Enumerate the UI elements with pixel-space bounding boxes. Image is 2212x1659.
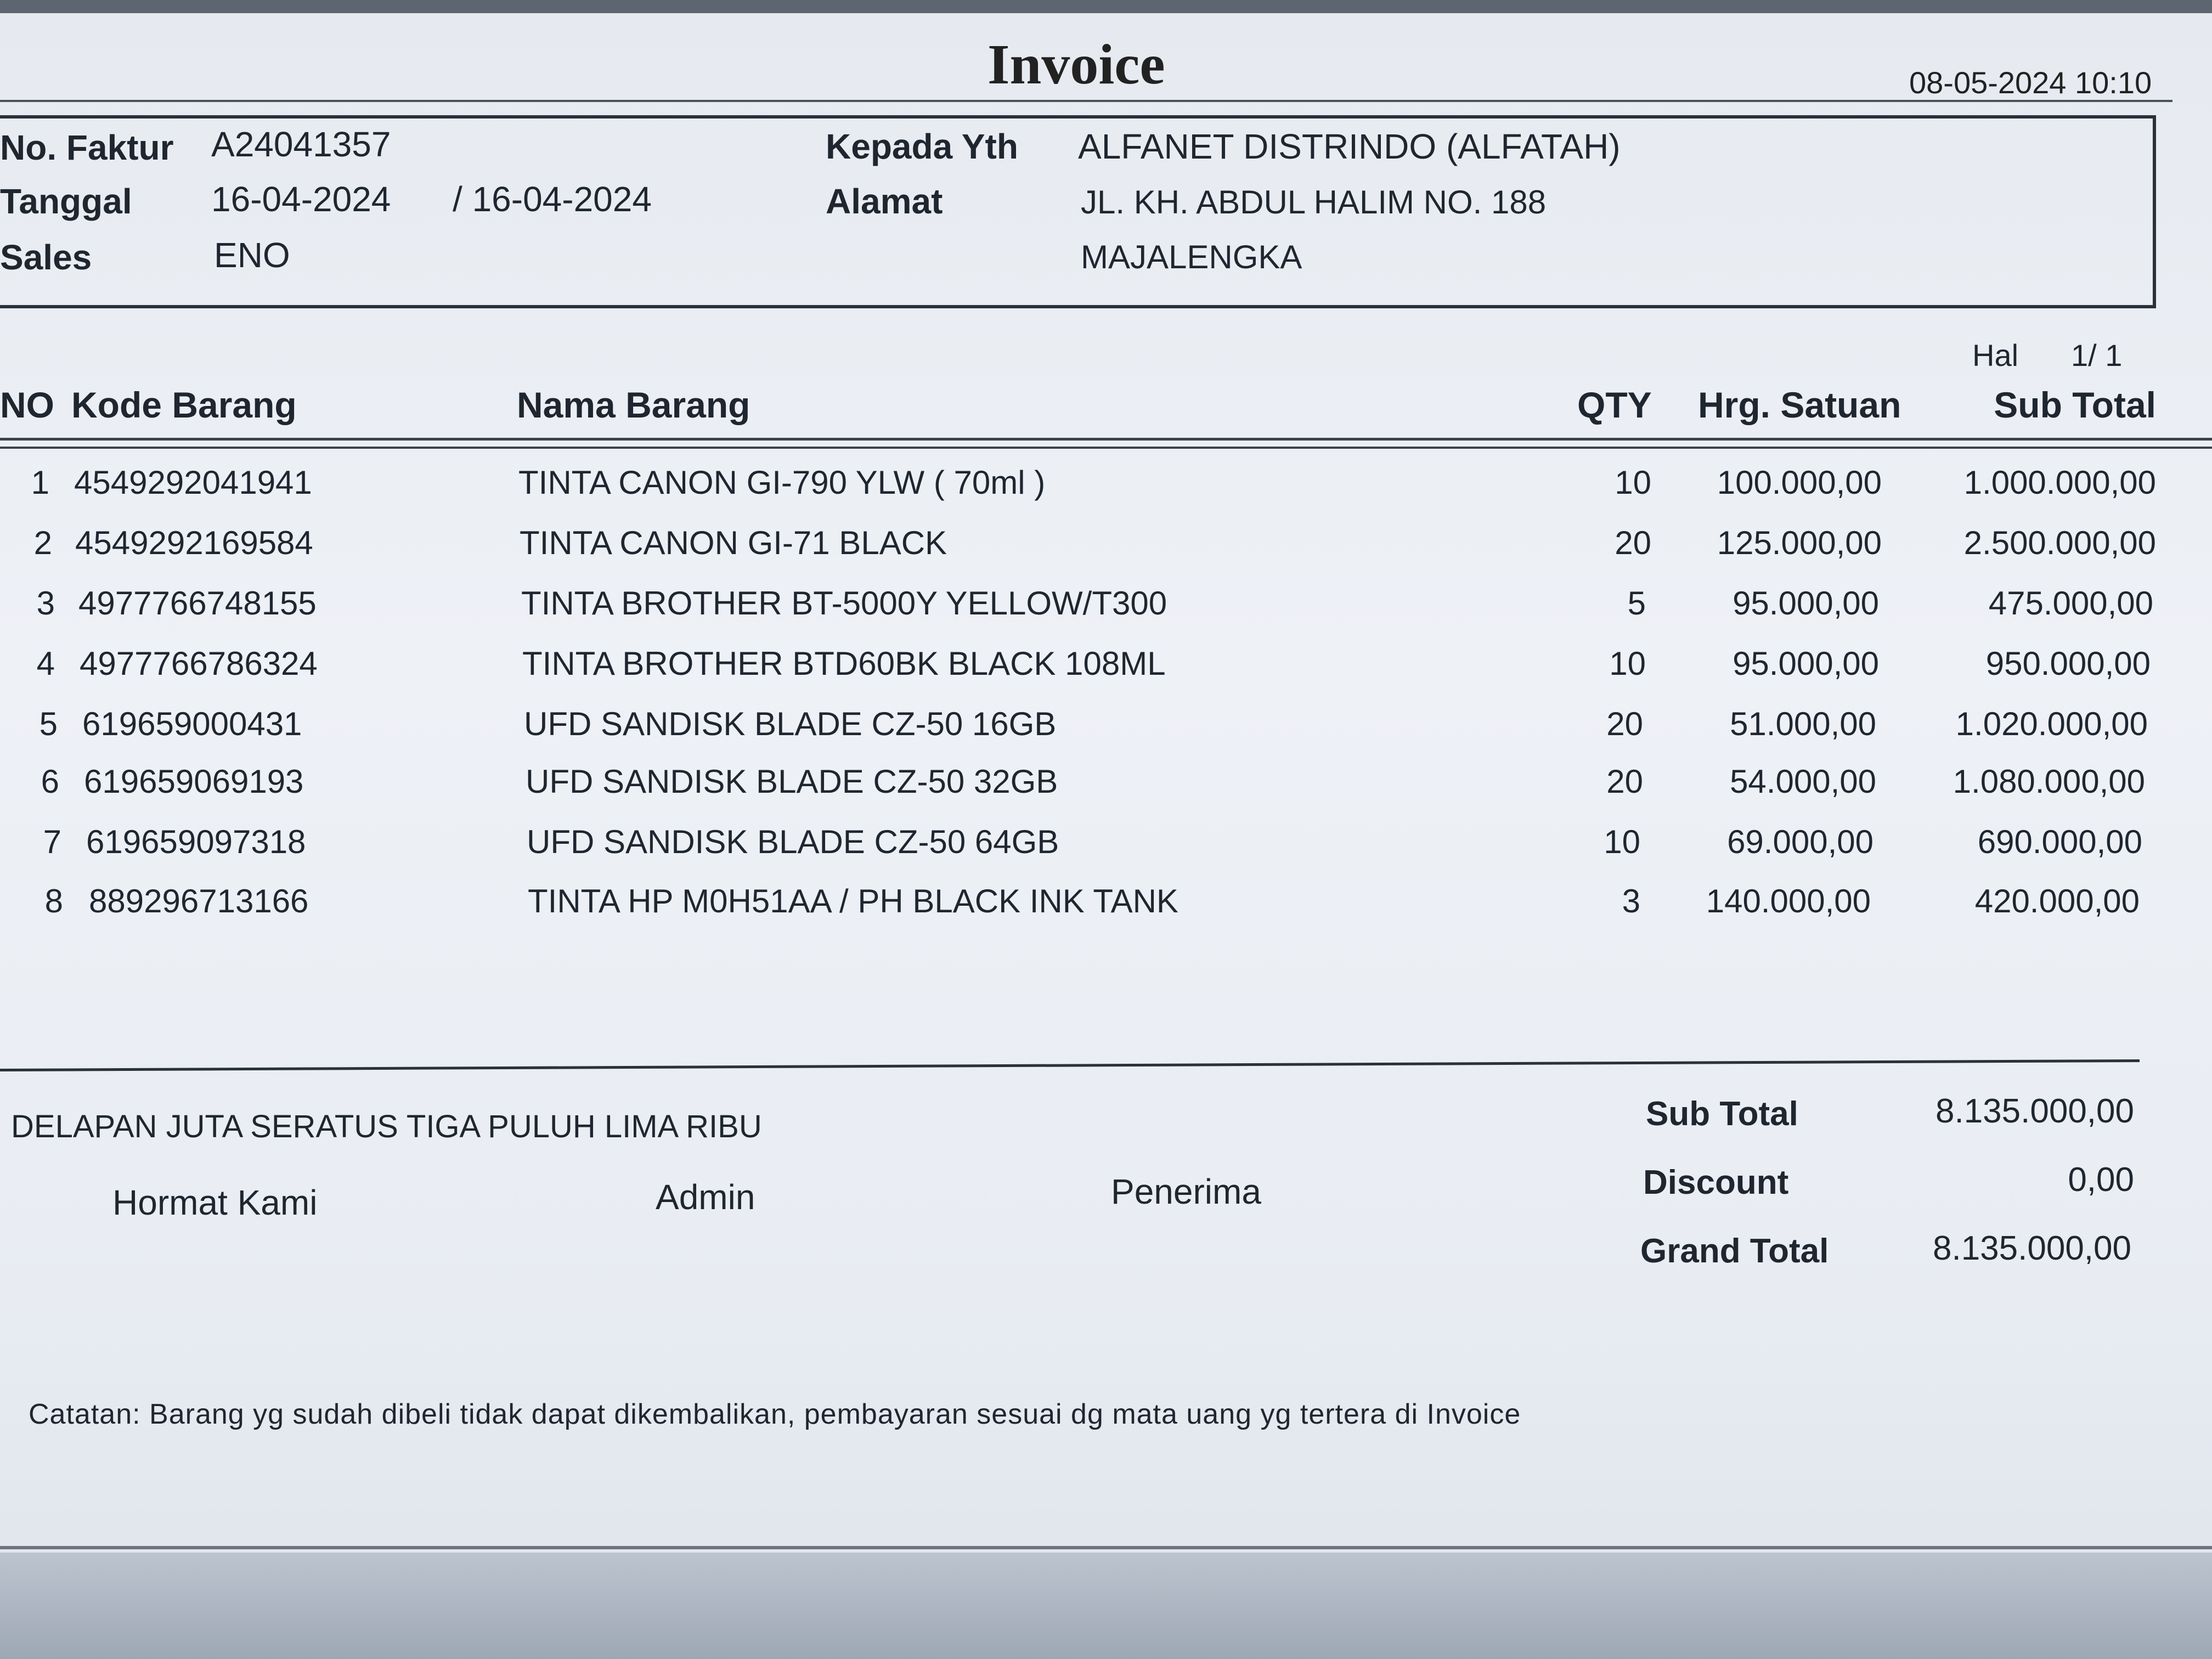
row-no: 4 (36, 645, 55, 682)
row-qty: 10 (1615, 464, 1651, 501)
row-subtotal: 2.500.000,00 (1963, 524, 2156, 561)
row-harga: 54.000,00 (1730, 763, 1876, 800)
row-no: 6 (41, 763, 59, 800)
row-kode: 619659097318 (86, 823, 306, 860)
grand-total-value: 8.135.000,00 (1932, 1229, 2131, 1267)
row-no: 1 (31, 464, 49, 501)
row-no: 3 (36, 585, 55, 622)
no-faktur-label: No. Faktur (0, 128, 174, 167)
screen-bottom-bezel (0, 1553, 2212, 1659)
row-kode: 889296713166 (89, 883, 309, 919)
subtotal-value: 8.135.000,00 (1935, 1092, 2134, 1130)
row-nama: TINTA CANON GI-71 BLACK (520, 524, 947, 561)
top-bezel (0, 0, 2212, 13)
row-harga: 125.000,00 (1717, 524, 1882, 561)
amount-in-words: DELAPAN JUTA SERATUS TIGA PULUH LIMA RIBU (11, 1109, 762, 1144)
print-datetime: 08-05-2024 10:10 (1909, 65, 2152, 100)
page-number: 1/ 1 (2071, 338, 2123, 373)
row-kode: 4549292041941 (74, 464, 312, 501)
grand-total-label: Grand Total (1640, 1232, 1829, 1270)
row-nama: TINTA HP M0H51AA / PH BLACK INK TANK (528, 883, 1178, 919)
row-no: 5 (39, 706, 58, 742)
alamat-label: Alamat (826, 182, 943, 221)
row-nama: UFD SANDISK BLADE CZ-50 64GB (527, 823, 1059, 860)
column-header-qty: QTY (1577, 385, 1652, 425)
sales-label: Sales (0, 238, 92, 277)
row-qty: 10 (1604, 823, 1640, 860)
row-harga: 51.000,00 (1730, 706, 1876, 742)
row-kode: 4549292169584 (75, 524, 313, 561)
sales-value: ENO (214, 235, 290, 275)
row-harga: 95.000,00 (1733, 645, 1879, 682)
column-header-nama: Nama Barang (517, 385, 751, 425)
tanggal-label: Tanggal (0, 182, 132, 221)
row-harga: 100.000,00 (1717, 464, 1882, 501)
row-harga: 95.000,00 (1733, 585, 1879, 622)
kepada-label: Kepada Yth (826, 127, 1018, 166)
row-qty: 20 (1606, 706, 1643, 742)
row-no: 7 (43, 823, 61, 860)
row-harga: 69.000,00 (1727, 823, 1874, 860)
row-subtotal: 690.000,00 (1977, 823, 2142, 860)
row-subtotal: 1.000.000,00 (1963, 464, 2156, 501)
row-subtotal: 475.000,00 (1988, 585, 2153, 622)
discount-label: Discount (1643, 1164, 1789, 1201)
subtotal-label: Sub Total (1646, 1095, 1798, 1133)
tanggal-value: 16-04-2024 (211, 179, 391, 219)
row-kode: 619659000431 (82, 706, 302, 742)
row-qty: 10 (1609, 645, 1646, 682)
note-text: Catatan: Barang yg sudah dibeli tidak dapat dikembalikan, pembayaran sesuai dg mata uang yg tertera di Invoice (29, 1398, 1521, 1430)
signature-hormat-kami: Hormat Kami (112, 1183, 318, 1222)
column-header-subtotal: Sub Total (1994, 385, 2156, 425)
discount-value: 0,00 (2068, 1161, 2134, 1199)
signature-admin: Admin (656, 1177, 755, 1217)
page-label: Hal (1972, 338, 2019, 373)
column-header-harga: Hrg. Satuan (1698, 385, 1901, 425)
no-faktur-value: A24041357 (211, 125, 391, 164)
column-header-no: NO (0, 385, 54, 425)
row-qty: 20 (1606, 763, 1643, 800)
title-divider (0, 100, 2172, 102)
screen-bottom-edge (0, 1546, 2212, 1549)
row-nama: TINTA BROTHER BT-5000Y YELLOW/T300 (521, 585, 1167, 622)
row-subtotal: 950.000,00 (1985, 645, 2151, 682)
header-divider (0, 438, 2212, 441)
row-nama: TINTA CANON GI-790 YLW ( 70ml ) (518, 464, 1046, 501)
row-no: 2 (33, 524, 52, 561)
page-title: Invoice (988, 33, 1165, 96)
row-qty: 5 (1627, 585, 1646, 622)
row-no: 8 (44, 883, 63, 919)
column-header-kode: Kode Barang (71, 385, 297, 425)
tanggal-value-2: / 16-04-2024 (453, 179, 652, 219)
header-divider (0, 447, 2212, 449)
row-kode: 619659069193 (84, 763, 304, 800)
kepada-value: ALFANET DISTRINDO (ALFATAH) (1078, 127, 1621, 166)
row-nama: TINTA BROTHER BTD60BK BLACK 108ML (522, 645, 1166, 682)
signature-penerima: Penerima (1111, 1172, 1261, 1211)
row-harga: 140.000,00 (1706, 883, 1871, 919)
alamat-line-2: MAJALENGKA (1081, 239, 1302, 275)
row-kode: 4977766748155 (78, 585, 317, 622)
row-nama: UFD SANDISK BLADE CZ-50 32GB (526, 763, 1058, 800)
row-subtotal: 420.000,00 (1974, 883, 2140, 919)
alamat-line-1: JL. KH. ABDUL HALIM NO. 188 (1081, 184, 1547, 221)
row-subtotal: 1.020.000,00 (1955, 706, 2148, 742)
row-qty: 20 (1615, 524, 1651, 561)
footer-divider (0, 1059, 2140, 1071)
row-qty: 3 (1622, 883, 1640, 919)
row-nama: UFD SANDISK BLADE CZ-50 16GB (524, 706, 1057, 742)
row-kode: 4977766786324 (80, 645, 318, 682)
row-subtotal: 1.080.000,00 (1953, 763, 2145, 800)
